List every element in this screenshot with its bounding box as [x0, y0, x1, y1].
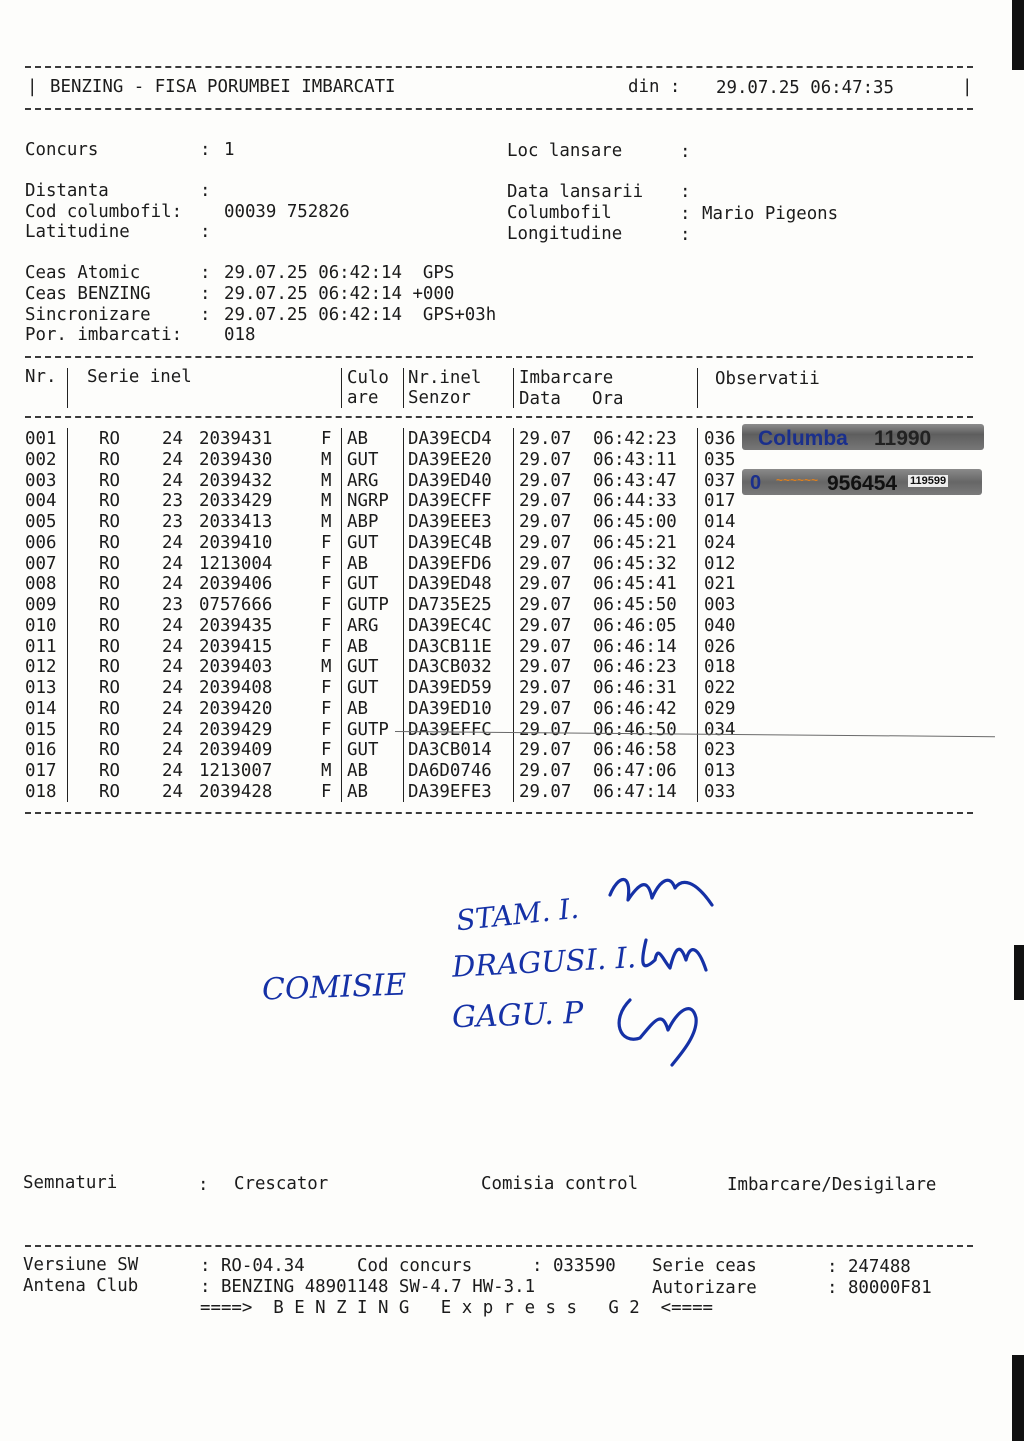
column-header-observatii: Observatii — [715, 369, 820, 389]
row-ring-number: 2039415 — [199, 636, 273, 657]
row-sensor: DA39EFD6 — [408, 553, 492, 574]
row-nr: 011 — [25, 636, 57, 657]
column-header-ora: Ora — [592, 389, 624, 409]
row-color: ARG — [347, 615, 379, 636]
row-obs: 017 — [704, 491, 736, 512]
row-year: 23 — [162, 512, 183, 532]
versiune-sw-label: Versiune SW — [23, 1255, 139, 1275]
row-year: 24 — [162, 657, 183, 678]
row-obs: 012 — [704, 553, 736, 574]
row-country: RO — [99, 429, 120, 449]
table-row — [0, 493, 1024, 514]
row-sensor: DA39EC4B — [408, 532, 492, 553]
row-nr: 008 — [25, 574, 57, 595]
row-date: 29.07 — [519, 740, 572, 761]
scan-edge-mark — [1012, 1355, 1024, 1441]
row-ring-number: 2039431 — [199, 429, 273, 449]
row-nr: 017 — [25, 761, 57, 781]
row-sex: F — [321, 553, 332, 574]
row-nr: 002 — [25, 449, 57, 470]
cod-concurs-value: : 033590 — [532, 1256, 616, 1276]
row-time: 06:42:23 — [593, 429, 677, 449]
handwritten-name-3: GAGU. P — [451, 995, 584, 1036]
serie-ceas-label: Serie ceas — [652, 1256, 757, 1276]
row-year: 24 — [162, 574, 183, 595]
column-divider — [341, 368, 342, 408]
row-date: 29.07 — [519, 429, 572, 449]
row-time: 06:46:14 — [593, 636, 677, 657]
table-row — [0, 615, 1024, 639]
row-date: 29.07 — [519, 470, 572, 491]
colon: : — [200, 284, 211, 304]
loc-lansare-label: Loc lansare — [507, 141, 623, 161]
row-sensor: DA39EEE3 — [408, 512, 492, 532]
row-obs: 026 — [704, 636, 736, 657]
separator-line — [25, 66, 973, 68]
row-sensor: DA39ED10 — [408, 698, 492, 719]
colon: : — [200, 140, 211, 160]
row-color: GUT — [347, 657, 379, 678]
column-divider — [403, 368, 404, 408]
row-time: 06:46:05 — [593, 615, 677, 636]
row-nr: 003 — [25, 470, 57, 491]
row-sensor: DA735E25 — [408, 595, 492, 615]
autorizare-label: Autorizare — [652, 1278, 757, 1298]
colon: : — [680, 182, 691, 202]
row-sex: F — [321, 615, 332, 636]
colon: : — [680, 204, 691, 224]
row-obs: 018 — [704, 657, 736, 678]
row-time: 06:45:50 — [593, 595, 677, 615]
row-color: ABP — [347, 512, 379, 532]
column-header-nr: Nr. — [25, 367, 57, 387]
autorizare-value: : 80000F81 — [827, 1278, 932, 1298]
row-color: GUT — [347, 574, 379, 595]
row-color: NGRP — [347, 491, 389, 512]
sticker-number: 11990 — [874, 427, 932, 450]
row-year: 24 — [162, 553, 183, 574]
row-ring-number: 0757666 — [199, 595, 273, 615]
colon: : — [200, 263, 211, 283]
separator-line — [25, 416, 973, 418]
row-color: AB — [347, 781, 368, 802]
row-sex: M — [321, 657, 332, 678]
colon: : — [200, 305, 211, 325]
handwritten-name-2: DRAGUSI. I. — [451, 940, 637, 984]
colon: : — [198, 1175, 209, 1195]
row-year: 24 — [162, 719, 183, 740]
row-time: 06:43:47 — [593, 470, 677, 491]
separator-line — [25, 1245, 973, 1247]
row-color: AB — [347, 429, 368, 449]
din-value: 29.07.25 06:47:35 — [716, 78, 894, 98]
row-color: GUT — [347, 678, 379, 698]
columba-sticker — [742, 424, 984, 450]
row-date: 29.07 — [519, 553, 572, 574]
column-header-imbarcare: Imbarcare — [519, 368, 614, 388]
row-sensor: DA6D0746 — [408, 761, 492, 781]
row-year: 23 — [162, 491, 183, 512]
sticker-small-number: 119599 — [910, 475, 947, 487]
row-date: 29.07 — [519, 595, 572, 615]
sticker-brand: Columba — [758, 427, 848, 450]
row-sensor: DA39EE20 — [408, 449, 492, 470]
colon: : — [200, 222, 211, 242]
row-sensor: DA39EFE3 — [408, 781, 492, 802]
row-sensor: DA3CB032 — [408, 657, 492, 678]
row-time: 06:45:41 — [593, 574, 677, 595]
row-year: 24 — [162, 470, 183, 491]
row-obs: 036 — [704, 429, 736, 449]
table-row — [0, 514, 1024, 535]
row-country: RO — [99, 678, 120, 698]
row-country: RO — [99, 595, 120, 615]
row-date: 29.07 — [519, 761, 572, 781]
cod-columbofil-label: Cod columbofil: — [25, 202, 183, 222]
columbofil-value: Mario Pigeons — [702, 204, 839, 224]
row-sex: M — [321, 449, 332, 470]
row-year: 24 — [162, 678, 183, 698]
porumbei-imbarcati-label: Por. imbarcati: — [25, 325, 183, 345]
row-sex: F — [321, 636, 332, 657]
row-ring-number: 2039403 — [199, 657, 273, 678]
table-row — [0, 698, 1024, 722]
row-sex: F — [321, 719, 332, 740]
row-obs: 029 — [704, 698, 736, 719]
crescator-label: Crescator — [234, 1174, 329, 1194]
cod-columbofil-value: 00039 752826 — [224, 202, 350, 222]
table-row — [0, 763, 1024, 784]
row-date: 29.07 — [519, 636, 572, 657]
row-time: 06:47:14 — [593, 781, 677, 802]
row-date: 29.07 — [519, 574, 572, 595]
row-year: 24 — [162, 449, 183, 470]
row-sensor: DA3CB11E — [408, 636, 492, 657]
row-time: 06:45:00 — [593, 512, 677, 532]
scan-edge-mark — [1012, 0, 1024, 70]
versiune-sw-value: : RO-04.34 — [200, 1256, 305, 1276]
serie-ceas-value: : 247488 — [827, 1257, 911, 1277]
row-country: RO — [99, 512, 120, 532]
ceas-atomic-label: Ceas Atomic — [25, 263, 141, 283]
row-date: 29.07 — [519, 512, 572, 532]
table-row — [0, 742, 1024, 763]
row-time: 06:47:06 — [593, 761, 677, 781]
table-row — [0, 597, 1024, 618]
comisia-control-label: Comisia control — [481, 1174, 639, 1194]
row-country: RO — [99, 761, 120, 781]
header-right-bar: | — [962, 77, 973, 97]
column-header-serie-inel: Serie inel — [87, 367, 192, 387]
antena-club-label: Antena Club — [23, 1276, 139, 1296]
row-time: 06:46:23 — [593, 657, 677, 678]
row-obs: 021 — [704, 574, 736, 595]
row-color: AB — [347, 698, 368, 719]
row-nr: 010 — [25, 615, 57, 636]
row-color: GUT — [347, 740, 379, 761]
colon: : — [200, 181, 211, 201]
columbofil-label: Columbofil — [507, 203, 612, 223]
table-row — [0, 576, 1024, 597]
row-country: RO — [99, 740, 120, 761]
row-sex: F — [321, 740, 332, 761]
row-nr: 016 — [25, 740, 57, 761]
row-color: ARG — [347, 470, 379, 491]
sticker-number: 956454 — [827, 472, 898, 495]
row-sensor: DA39ED59 — [408, 678, 492, 698]
colon: : — [680, 225, 691, 245]
row-nr: 001 — [25, 429, 57, 449]
row-ring-number: 2039409 — [199, 740, 273, 761]
sticker-prefix: 0 — [750, 472, 762, 494]
row-ring-number: 2039432 — [199, 470, 273, 491]
column-header-nr-inel: Nr.inel — [408, 368, 482, 388]
ceas-benzing-label: Ceas BENZING — [25, 284, 151, 304]
row-sex: F — [321, 429, 332, 449]
data-lansarii-label: Data lansarii — [507, 182, 644, 202]
table-row — [0, 553, 1024, 577]
row-year: 24 — [162, 740, 183, 761]
row-country: RO — [99, 719, 120, 740]
row-time: 06:46:58 — [593, 740, 677, 761]
row-ring-number: 2039429 — [199, 719, 273, 740]
row-country: RO — [99, 698, 120, 719]
row-obs: 037 — [704, 470, 736, 491]
scan-edge-mark — [1014, 945, 1024, 1000]
row-year: 24 — [162, 698, 183, 719]
separator-line — [25, 108, 973, 110]
row-sex: F — [321, 532, 332, 553]
row-sex: F — [321, 698, 332, 719]
row-sex: M — [321, 761, 332, 781]
table-row — [0, 680, 1024, 701]
row-sensor: DA39EFFC — [408, 719, 492, 740]
handwritten-name-1: STAM. I. — [454, 891, 581, 938]
din-label: din : — [628, 77, 681, 97]
ring-sticker — [742, 469, 982, 495]
row-sex: F — [321, 595, 332, 615]
latitudine-label: Latitudine — [25, 222, 130, 242]
row-country: RO — [99, 615, 120, 636]
row-time: 06:46:31 — [593, 678, 677, 698]
row-year: 24 — [162, 429, 183, 449]
row-country: RO — [99, 781, 120, 802]
porumbei-imbarcati-value: 018 — [224, 325, 256, 345]
ceas-atomic-value: 29.07.25 06:42:14 GPS — [224, 263, 455, 283]
sticker-deco: ~~~~~~ — [776, 473, 819, 487]
row-ring-number: 1213004 — [199, 553, 273, 574]
row-ring-number: 2039410 — [199, 532, 273, 553]
column-divider — [67, 368, 68, 408]
row-ring-number: 2039435 — [199, 615, 273, 636]
row-sensor: DA39ED48 — [408, 574, 492, 595]
imbarcare-desigilare-label: Imbarcare/Desigilare — [727, 1175, 937, 1195]
row-nr: 014 — [25, 698, 57, 719]
row-year: 23 — [162, 595, 183, 615]
row-color: AB — [347, 553, 368, 574]
row-time: 06:46:42 — [593, 698, 677, 719]
row-year: 24 — [162, 781, 183, 802]
row-obs: 035 — [704, 449, 736, 470]
table-row — [0, 636, 1024, 660]
row-obs: 003 — [704, 595, 736, 615]
antena-club-value: : BENZING 48901148 SW-4.7 HW-3.1 — [200, 1277, 536, 1297]
row-nr: 009 — [25, 595, 57, 615]
row-obs: 013 — [704, 761, 736, 781]
row-nr: 007 — [25, 553, 57, 574]
table-row — [0, 532, 1024, 556]
row-sensor: DA39ECD4 — [408, 429, 492, 449]
row-ring-number: 1213007 — [199, 761, 273, 781]
row-nr: 013 — [25, 678, 57, 698]
row-nr: 015 — [25, 719, 57, 740]
row-date: 29.07 — [519, 678, 572, 698]
handwritten-signatures — [600, 860, 730, 1070]
row-obs: 033 — [704, 781, 736, 802]
row-time: 06:46:50 — [593, 719, 677, 740]
handwritten-comisie: COMISIE — [261, 967, 407, 1008]
row-sex: M — [321, 512, 332, 532]
row-country: RO — [99, 532, 120, 553]
row-color: GUTP — [347, 719, 389, 740]
row-country: RO — [99, 553, 120, 574]
row-ring-number: 2039420 — [199, 698, 273, 719]
row-ring-number: 2033413 — [199, 512, 273, 532]
concurs-label: Concurs — [25, 140, 99, 160]
row-time: 06:45:21 — [593, 532, 677, 553]
table-row — [0, 781, 1024, 805]
row-country: RO — [99, 574, 120, 595]
header-left-bar: | — [27, 77, 38, 97]
column-header-senzor: Senzor — [408, 388, 471, 408]
row-obs: 014 — [704, 512, 736, 532]
row-obs: 024 — [704, 532, 736, 553]
row-date: 29.07 — [519, 698, 572, 719]
row-date: 29.07 — [519, 449, 572, 470]
row-date: 29.07 — [519, 719, 572, 740]
row-sensor: DA39EC4C — [408, 615, 492, 636]
row-country: RO — [99, 470, 120, 491]
row-color: GUT — [347, 449, 379, 470]
row-year: 24 — [162, 761, 183, 781]
row-color: GUT — [347, 532, 379, 553]
row-sensor: DA39ECFF — [408, 491, 492, 512]
column-header-culoare: Culo — [347, 368, 389, 388]
row-sensor: DA39ED40 — [408, 470, 492, 491]
row-country: RO — [99, 657, 120, 678]
row-sex: M — [321, 470, 332, 491]
row-date: 29.07 — [519, 781, 572, 802]
row-country: RO — [99, 491, 120, 512]
row-time: 06:43:11 — [593, 449, 677, 470]
column-header-data: Data — [519, 389, 561, 409]
row-ring-number: 2039428 — [199, 781, 273, 802]
row-year: 24 — [162, 636, 183, 657]
row-time: 06:45:32 — [593, 553, 677, 574]
row-nr: 018 — [25, 781, 57, 802]
row-sex: F — [321, 574, 332, 595]
column-divider — [513, 368, 514, 408]
row-year: 24 — [162, 615, 183, 636]
row-sensor: DA3CB014 — [408, 740, 492, 761]
row-obs: 022 — [704, 678, 736, 698]
column-divider — [697, 368, 698, 408]
row-nr: 006 — [25, 532, 57, 553]
column-header-culoare-2: are — [347, 388, 379, 408]
table-row — [0, 659, 1024, 680]
ceas-benzing-value: 29.07.25 06:42:14 +000 — [224, 284, 455, 304]
row-nr: 012 — [25, 657, 57, 678]
separator-line — [25, 356, 973, 358]
row-color: AB — [347, 636, 368, 657]
row-date: 29.07 — [519, 657, 572, 678]
row-nr: 004 — [25, 491, 57, 512]
row-time: 06:44:33 — [593, 491, 677, 512]
row-color: GUTP — [347, 595, 389, 615]
concurs-value: 1 — [224, 140, 235, 160]
row-ring-number: 2039408 — [199, 678, 273, 698]
row-country: RO — [99, 449, 120, 470]
row-obs: 040 — [704, 615, 736, 636]
row-obs: 023 — [704, 740, 736, 761]
row-ring-number: 2039430 — [199, 449, 273, 470]
sincronizare-value: 29.07.25 06:42:14 GPS+03h — [224, 305, 497, 325]
distanta-label: Distanta — [25, 181, 109, 201]
row-obs: 034 — [704, 719, 736, 740]
row-nr: 005 — [25, 512, 57, 532]
row-date: 29.07 — [519, 491, 572, 512]
semnaturi-label: Semnaturi — [23, 1173, 118, 1193]
row-sex: M — [321, 491, 332, 512]
separator-line — [25, 812, 973, 814]
row-sex: F — [321, 678, 332, 698]
row-country: RO — [99, 636, 120, 657]
colon: : — [680, 142, 691, 162]
row-ring-number: 2039406 — [199, 574, 273, 595]
row-date: 29.07 — [519, 532, 572, 553]
benzing-express-banner: ====> B E N Z I N G E x p r e s s G 2 <==== — [200, 1298, 714, 1318]
sincronizare-label: Sincronizare — [25, 305, 151, 325]
row-date: 29.07 — [519, 615, 572, 636]
row-sex: F — [321, 781, 332, 802]
row-year: 24 — [162, 532, 183, 553]
row-ring-number: 2033429 — [199, 491, 273, 512]
longitudine-label: Longitudine — [507, 224, 623, 244]
document-title: BENZING - FISA PORUMBEI IMBARCATI — [50, 77, 396, 97]
cod-concurs-label: Cod concurs — [357, 1256, 473, 1276]
row-color: AB — [347, 761, 368, 781]
